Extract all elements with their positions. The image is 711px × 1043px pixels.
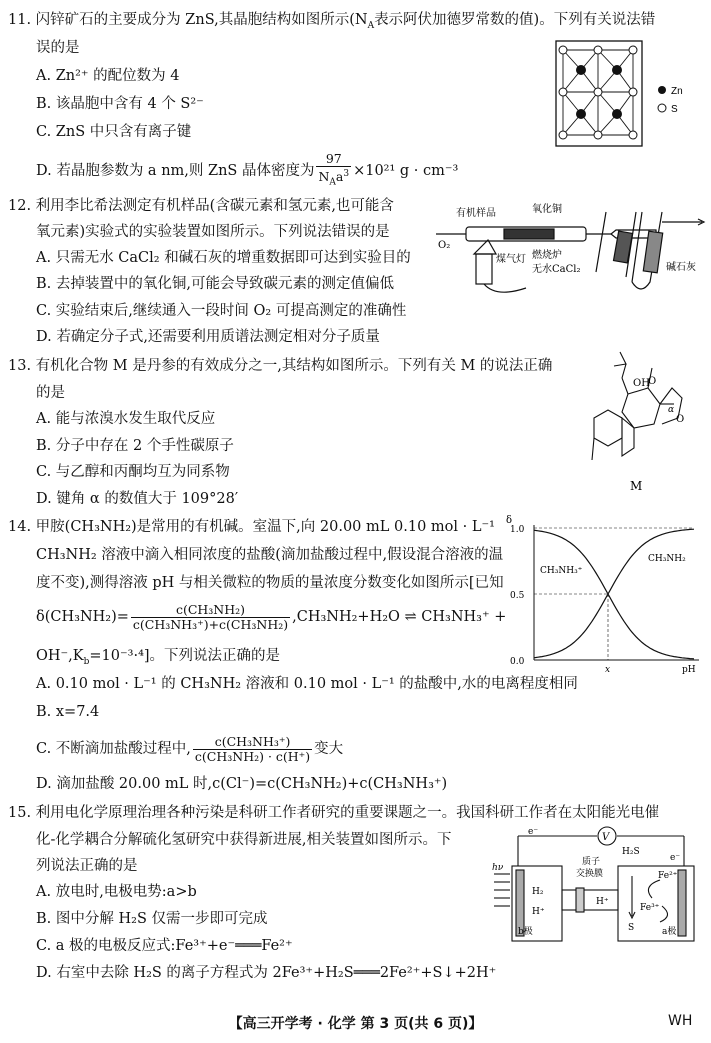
series-ch3nh3 (534, 530, 694, 659)
lbl-fe2: Fe²⁺ (658, 871, 678, 881)
q15-option-b: B. 图中分解 H₂S 仅需一步即可完成 (36, 911, 268, 927)
x-tick-x: x (605, 665, 611, 675)
q13-option-d: D. 键角 α 的数值大于 109°28′ (36, 491, 239, 507)
electrochemical-cell-figure (492, 826, 704, 946)
lbl-hplus-left: H⁺ (532, 907, 545, 917)
q11-option-d: D. 若晶胞参数为 a nm,则 ZnS 晶体密度为 $\frac{97}{N_Aa^3}$ ×10²¹ g · cm⁻³ (36, 151, 459, 188)
q12-stem-line2: 氧元素)实验式的实验装置如图所示。下列说法错误的是 (36, 224, 390, 240)
liebig-apparatus-figure (436, 192, 706, 298)
lbl-cacl2: 无水CaCl₂ (532, 264, 581, 275)
series-label-ch3nh3: CH₃NH₃⁺ (540, 566, 583, 576)
corner-code: WH (668, 1013, 693, 1029)
q11-option-a: A. Zn²⁺ 的配位数为 4 (36, 68, 180, 84)
lbl-e-left: e⁻ (528, 827, 539, 837)
q15-stem-line2: 化-化学耦合分解硫化氢研究中获得新进展,相关装置如图所示。下 (36, 832, 452, 848)
q14-option-c: C. 不断滴加盐酸过程中, $\frac{\text{c(CH₃NH₃⁺)}}{\text{c(CH₃NH₂) · c(H⁺)}}$ 变大 (36, 733, 344, 764)
lbl-o2: O₂ (438, 240, 451, 251)
lbl-cuo: 氧化铜 (532, 204, 562, 215)
q12-option-b: B. 去掉装置中的氧化铜,可能会导致碳元素的测定值偏低 (36, 276, 394, 292)
q15-stem-line3: 列说法正确的是 (36, 858, 138, 874)
q13-option-b: B. 分子中存在 2 个手性碳原子 (36, 438, 234, 454)
q15-option-d: D. 右室中去除 H₂S 的离子方程式为 2Fe³⁺+H₂S═══2Fe²⁺+S↓+2H⁺ (36, 965, 497, 981)
q14-delta-definition: δ(CH₃NH₂)= $\frac{\text{c(CH₃NH₂)}}{\text{c(CH₃NH₃⁺)+c(CH₃NH₂)}}$ ,CH₃NH₂+H₂O ⇌ CH₃NH₃⁺ + (36, 601, 507, 632)
lbl-h2s: H₂S (622, 847, 640, 857)
lbl-lime: 碱石灰 (666, 262, 696, 273)
y-tick-1: 1.0 (510, 525, 525, 535)
lbl-h2: H₂ (532, 887, 544, 897)
q11-stem-line1: 11. 闪锌矿石的主要成分为 ZnS,其晶胞结构如图所示($N_A$表示阿伏加德罗常数的值)。下列有关说法错 (8, 12, 656, 31)
q12-option-a: A. 只需无水 CaCl₂ 和碱石灰的增重数据即可达到实验目的 (36, 250, 411, 266)
voltmeter-label: V (602, 832, 610, 843)
lbl-a-electrode: a极 (662, 927, 677, 937)
q13-option-c: C. 与乙醇和丙酮均互为同系物 (36, 464, 230, 480)
q11-stem-line2: 误的是 (36, 40, 80, 56)
q12-option-d: D. 若确定分子式,还需要利用质谱法测定相对分子质量 (36, 329, 380, 345)
legend-zn: Zn (671, 86, 683, 97)
q13-stem-line1: 13. 有机化合物 M 是丹参的有效成分之一,其结构如图所示。下列有关 M 的说法正确 (8, 358, 553, 374)
q11-option-b: B. 该晶胞中含有 4 个 S²⁻ (36, 96, 204, 112)
q14-stem-line5: $OH^-,K_b=10^{-3}\cdot^4$]。下列说法正确的是 (36, 648, 281, 667)
y-tick-0: 0.0 (510, 657, 525, 667)
x-axis-label: pH (682, 665, 696, 675)
lbl-e-right: e⁻ (670, 853, 681, 863)
series-label-ch3nh2: CH₃NH₂ (648, 554, 686, 564)
series-ch3nh2 (534, 529, 694, 658)
y-tick-half: 0.5 (510, 591, 525, 601)
q12-option-c: C. 实验结束后,继续通入一段时间 O₂ 可提高测定的准确性 (36, 303, 407, 319)
q14-stem-line2: CH₃NH₂ 溶液中滴入相同浓度的盐酸(滴加盐酸过程中,假设混合溶液的温 (36, 547, 504, 563)
zns-unit-cell-figure (555, 40, 705, 150)
lbl-b-electrode: b极 (518, 927, 533, 937)
q14-option-b: B. x=7.4 (36, 704, 100, 720)
lbl-lamp: 煤气灯 (496, 254, 526, 265)
lbl-furnace: 燃烧炉 (532, 250, 562, 261)
q12-stem-line1: 12. 利用李比希法测定有机样品(含碳元素和氢元素,也可能含 (8, 198, 394, 214)
lbl-o-ring: O (676, 414, 685, 425)
lbl-hplus-membrane: H⁺ (596, 897, 609, 907)
lbl-oh: OH (633, 378, 650, 389)
q15-option-c: C. a 极的电极反应式:Fe³⁺+e⁻═══Fe²⁺ (36, 938, 293, 954)
lbl-s: S (628, 923, 635, 933)
lbl-sample: 有机样品 (456, 208, 496, 219)
q15-stem-line1: 15. 利用电化学原理治理各种污染是科研工作者研究的重要课题之一。我国科研工作者在太阳能光电催 (8, 805, 660, 821)
lbl-alpha: α (668, 405, 675, 415)
lbl-hv: hν (492, 863, 504, 873)
q11-option-c: C. ZnS 中只含有离子键 (36, 124, 192, 140)
lbl-membrane-1: 质子 (582, 857, 601, 867)
q14-option-d: D. 滴加盐酸 20.00 mL 时,c(Cl⁻)=c(CH₃NH₂)+c(CH₃NH₃⁺) (36, 776, 448, 792)
q13-option-a: A. 能与浓溴水发生取代反应 (36, 411, 216, 427)
delta-ph-chart (504, 515, 704, 675)
y-axis-label: δ (506, 515, 513, 526)
page-footer: 【高三开学考 · 化学 第 3 页(共 6 页)】 (228, 1016, 483, 1032)
q14-stem-line3: 度不变),测得溶液 pH 与相关微粒的物质的量浓度分数变化如图所示[已知 (36, 575, 504, 591)
molecule-m-structure (578, 348, 696, 498)
legend-s: S (671, 104, 678, 115)
lbl-membrane-2: 交换膜 (576, 869, 604, 879)
q15-option-a: A. 放电时,电极电势:a>b (36, 884, 197, 900)
lbl-fe3: Fe³⁺ (640, 903, 660, 913)
lbl-o-ketone: O (648, 376, 657, 387)
q13-stem-line2: 的是 (36, 385, 65, 401)
q14-stem-line1: 14. 甲胺(CH₃NH₂)是常用的有机碱。室温下,向 20.00 mL 0.10 mol · L⁻¹ (8, 519, 495, 535)
lbl-m: M (630, 479, 643, 493)
q14-option-a: A. 0.10 mol · L⁻¹ 的 CH₃NH₂ 溶液和 0.10 mol · L⁻¹ 的盐酸中,水的电离程度相同 (36, 676, 578, 692)
